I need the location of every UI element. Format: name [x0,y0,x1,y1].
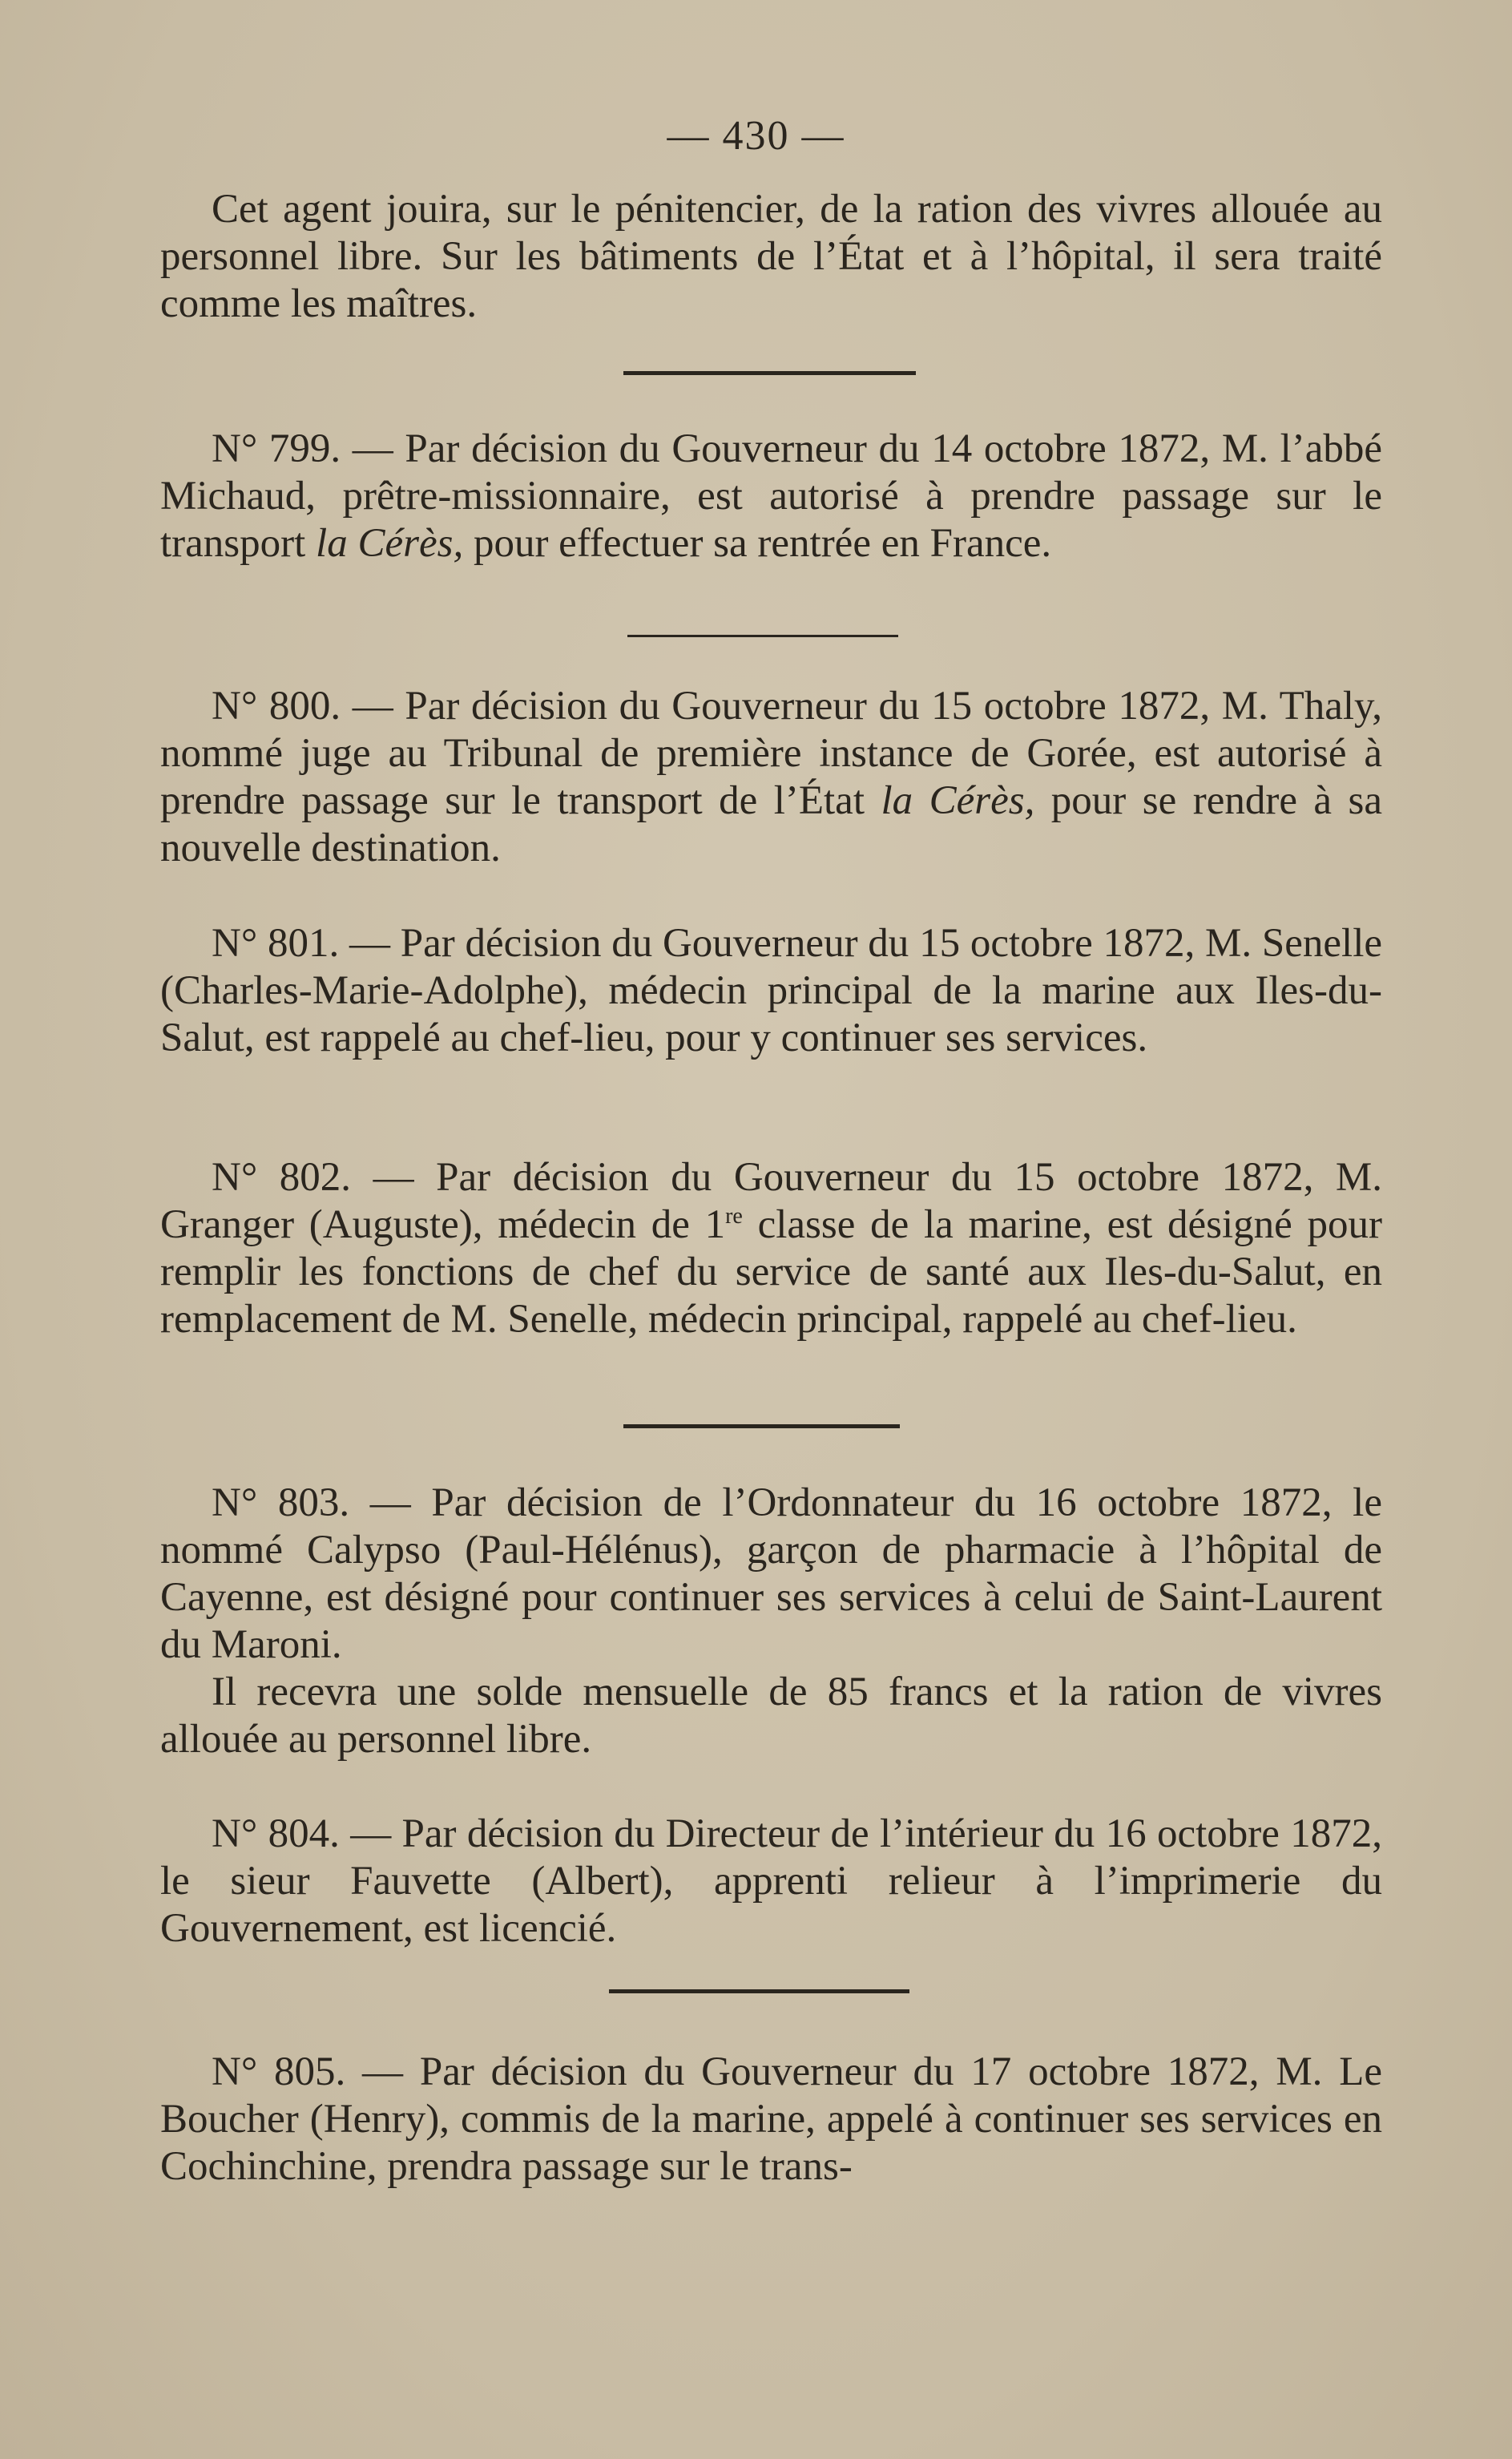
ship-name: la Cérès, [881,778,1035,823]
decision-805-text: N° 805. — Par décision du Gouverneur du 17 octobre 1872, M. Le Boucher (Henry), commis de la marine, appelé à continuer ses services en Cochinchine, prendra passage sur le trans- [160,2049,1382,2189]
decision-800-text-end: pour se rendre à sa nouvelle destination. [160,778,1383,870]
decision-800 [160,683,1382,872]
paragraph-intro [160,186,1382,328]
decision-799-text: N° 799. — Par décision du Gouverneur du 14 octobre 1872, M. l’abbé Michaud, prêtre-missionnaire, est autorisé à prendre passage sur le transport [160,426,1382,566]
section-divider [627,635,898,637]
section-divider [609,1989,909,1993]
decision-802-text: N° 802. — Par décision du Gouverneur du 15 octobre 1872, M. Granger (Auguste), médecin de 1 [160,1155,1382,1247]
section-divider [623,1424,900,1428]
ship-name: la Cérès, [316,521,464,566]
decision-804-text: N° 804. — Par décision du Directeur de l’intérieur du 16 octobre 1872, le sieur Fauvette (Albert), apprenti relieur à l’imprimerie du Gouvernement, est licencié. [160,1811,1382,1951]
superscript-re: re [725,1204,743,1229]
decision-799-text-end: pour effectuer sa rentrée en France. [463,521,1052,566]
decision-803 [160,1480,1382,1763]
decision-802-text-end: classe de la marine, est désigné pour remplir les fonctions de chef du service de santé aux Iles-du-Salut, en remplacement de M. Senelle, médecin principal, rappelé au chef-lieu. [160,1202,1383,1342]
decision-803-continuation: Il recevra une solde mensuelle de 85 francs et la ration de vivres allouée au personnel libre. [160,1670,1382,1762]
decision-802 [160,1154,1382,1343]
section-divider [623,371,916,375]
paragraph-intro-text: Cet agent jouira, sur le pénitencier, de la ration des vivres allouée au personnel libre. Sur les bâtiments de l’État et à l’hôpital, il sera traité comme les maîtres. [160,187,1382,326]
page-number: — 430 — [667,113,845,159]
decision-804 [160,1811,1382,1952]
decision-801-text: N° 801. — Par décision du Gouverneur du 15 octobre 1872, M. Senelle (Charles-Marie-Adolphe), médecin principal de la marine aux Iles-du-Salut, est rappelé au chef-lieu, pour y continuer ses services. [160,921,1382,1060]
decision-800-text: N° 800. — Par décision du Gouverneur du 15 octobre 1872, M. Thaly, nommé juge au Tribunal de première instance de Gorée, est autorisé à prendre passage sur le transport de l’État [160,684,1382,823]
decision-805 [160,2049,1382,2190]
decision-801 [160,920,1382,1062]
decision-803-text: N° 803. — Par décision de l’Ordonnateur du 16 octobre 1872, le nommé Calypso (Paul-Hélénus), garçon de pharmacie à l’hôpital de Cayenne, est désigné pour continuer ses services à celui de Saint-Laurent du Maroni. [160,1480,1382,1667]
decision-799 [160,426,1382,567]
